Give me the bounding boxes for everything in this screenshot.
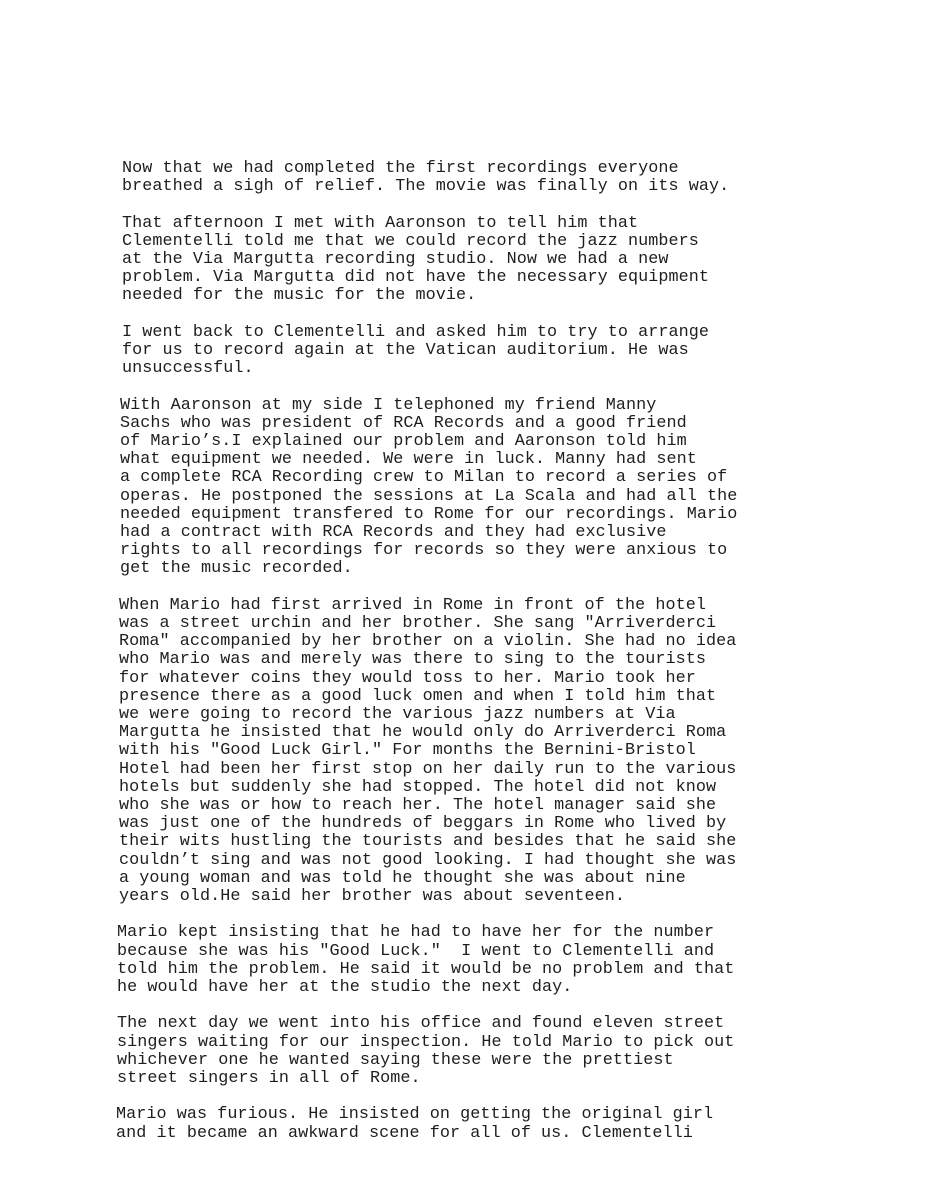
text-line: hotels but suddenly she had stopped. The hotel did not know [119, 777, 717, 797]
text-line: what equipment we needed. We were in luck. Manny had sent [120, 450, 697, 470]
text-line: unsuccessful. [122, 359, 254, 379]
text-line: singers waiting for our inspection. He told Mario to pick out [117, 1032, 735, 1052]
text-line: The next day we went into his office and found eleven street [117, 1014, 725, 1034]
document-body [116, 159, 822, 1161]
text-line: needed for the music for the movie. [122, 286, 477, 306]
paragraph-6 [117, 924, 817, 997]
text-line: needed equipment transfered to Rome for our recordings. Mario [120, 504, 738, 524]
text-line: with his "Good Luck Girl." For months the Bernini-Bristol [119, 741, 696, 761]
text-line: Roma" accompanied by her brother on a violin. She had no idea [119, 632, 737, 652]
text-line: With Aaronson at my side I telephoned my friend Manny [120, 395, 657, 415]
paragraph-7 [117, 1015, 817, 1088]
paragraph-5 [119, 597, 819, 906]
text-line: When Mario had first arrived in Rome in front of the hotel [119, 595, 706, 615]
text-line: a complete RCA Recording crew to Milan to record a series of [120, 468, 728, 488]
text-line: street singers in all of Rome. [117, 1069, 421, 1089]
text-line: problem. Via Margutta did not have the necessary equipment [122, 268, 709, 288]
text-line: rights to all recordings for records so they were anxious to [120, 541, 728, 561]
text-line: of Mario’s.I explained our problem and Aaronson told him [120, 432, 687, 451]
text-line: breathed a sigh of relief. The movie was finally on its way. [122, 177, 730, 197]
text-line: presence there as a good luck omen and when I told him that [119, 686, 717, 706]
text-line: Now that we had completed the first recordings everyone [122, 159, 679, 178]
text-line: and it became an awkward scene for all of us. Clementelli [116, 1123, 693, 1143]
text-line: get the music recorded. [120, 559, 353, 579]
text-line: told him the problem. He said it would be no problem and that [117, 959, 735, 979]
text-line: Margutta he insisted that he would only do Arriverderci Roma [119, 723, 727, 743]
text-line: was a street urchin and her brother. She sang "Arriverderci [119, 614, 717, 634]
text-line: was just one of the hundreds of beggars in Rome who lived by [119, 814, 727, 834]
text-line: had a contract with RCA Records and they had exclusive [120, 523, 667, 543]
text-line: because she was his "Good Luck." I went to Clementelli and [117, 941, 715, 961]
paragraph-8 [116, 1106, 816, 1142]
text-line: who she was or how to reach her. The hotel manager said she [119, 796, 717, 816]
text-line: couldn’t sing and was not good looking. I had thought she was [119, 850, 737, 870]
text-line: he would have her at the studio the next day. [117, 978, 573, 998]
text-line: for whatever coins they would toss to her. Mario took her [119, 668, 696, 688]
text-line: Clementelli told me that we could record the jazz numbers [122, 231, 699, 251]
text-line: Mario was furious. He insisted on getting the original girl [116, 1105, 714, 1125]
text-line: who Mario was and merely was there to sing to the tourists [119, 650, 706, 670]
text-line: Mario kept insisting that he had to have her for the number [117, 923, 715, 943]
text-line: operas. He postponed the sessions at La Scala and had all the [120, 486, 738, 506]
text-line: That afternoon I met with Aaronson to tell him that [122, 213, 639, 233]
text-line: for us to record again at the Vatican auditorium. He was [122, 341, 689, 360]
text-line: Sachs who was president of RCA Records and a good friend [120, 413, 687, 433]
text-line: whichever one he wanted saying these were the prettiest [117, 1050, 674, 1070]
paragraph-1 [122, 160, 822, 196]
paragraph-2 [122, 215, 822, 306]
text-line: their wits hustling the tourists and besides that he said she [119, 832, 737, 852]
paragraph-4 [120, 397, 820, 579]
text-line: a young woman and was told he thought she was about nine [119, 868, 686, 888]
paragraph-3 [122, 324, 822, 379]
text-line: I went back to Clementelli and asked him to try to arrange [122, 322, 709, 342]
text-line: we were going to record the various jazz numbers at Via [119, 705, 676, 725]
text-line: at the Via Margutta recording studio. Now we had a new [122, 250, 669, 269]
text-line: Hotel had been her first stop on her daily run to the various [119, 759, 737, 779]
text-line: years old.He said her brother was about seventeen. [119, 887, 626, 907]
